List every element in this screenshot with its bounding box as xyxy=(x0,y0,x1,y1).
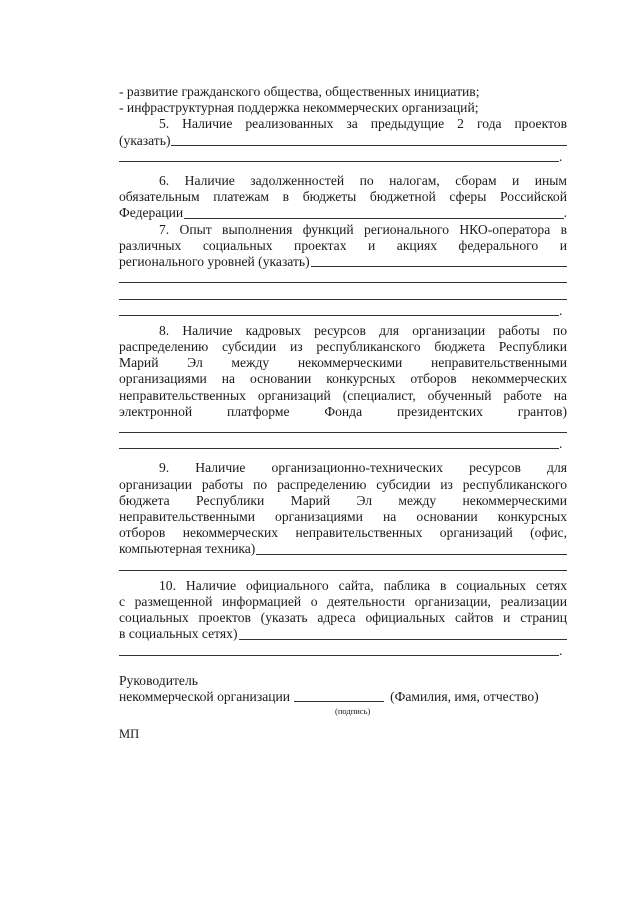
item-8-line-2: распределению субсидии из республиканского бюджета Республики xyxy=(119,338,567,354)
item-8-line-4: организациями на основании конкурсных отборов некоммерческих xyxy=(119,371,567,387)
item-8-line-6: электронной платформе Фонда президентских грантов) xyxy=(119,403,567,419)
item-7-field[interactable] xyxy=(119,254,567,270)
item-7-end-dot: . xyxy=(559,302,563,318)
item-9-field[interactable] xyxy=(119,541,567,557)
item-9-line-4: неправительственными организациями на основании конкурсных xyxy=(119,508,567,524)
item-9-label: компьютерная техника) xyxy=(119,541,256,557)
item-8-line-3: Марий Эл между некоммерческими неправительственными xyxy=(119,355,567,371)
signature-name-label: (Фамилия, имя, отчество) xyxy=(390,688,539,704)
item-9-line-5: отборов некоммерческих неправительственных организаций (офис, xyxy=(119,525,567,541)
item-5-label: (указать) xyxy=(119,132,171,148)
item-5-blank-line[interactable] xyxy=(119,149,567,165)
item-10-blank-line[interactable] xyxy=(119,643,567,659)
item-5-blank[interactable] xyxy=(171,144,567,146)
item-10-blank[interactable] xyxy=(239,638,567,640)
item-10-end-dot: . xyxy=(559,642,563,658)
item-9-blank-line[interactable] xyxy=(119,558,567,574)
form-body xyxy=(119,84,567,742)
item-10-line-1: 10. Наличие официального сайта, паблика в социальных сетях xyxy=(159,577,567,593)
bullet-infrastructure: - инфраструктурная поддержка некоммерческих организаций; xyxy=(119,100,479,116)
item-8-line-5: неправительственных организаций (специалист, обученный работе на xyxy=(119,387,567,403)
item-6-line-2: обязательным платежам в бюджеты бюджетной сферы Российской xyxy=(119,189,567,205)
item-5-field[interactable] xyxy=(119,133,567,149)
item-8-end-dot: . xyxy=(559,436,563,452)
item-9-line-1: 9. Наличие организационно-технических ресурсов для xyxy=(159,460,567,476)
signature-field[interactable] xyxy=(294,701,384,702)
item-10-label: в социальных сетях) xyxy=(119,626,238,642)
item-5-end-dot: . xyxy=(559,148,563,164)
item-8-blank-line-2[interactable] xyxy=(119,436,567,452)
item-6-end-dot: . xyxy=(563,205,567,221)
item-7-label: регионального уровней (указать) xyxy=(119,254,310,270)
item-6-label: Федерации xyxy=(119,205,184,221)
item-10-line-3: социальных проектов (указать адреса официальных сайтов и страниц xyxy=(119,610,567,626)
item-9-line-3: бюджета Республики Марий Эл между некоммерческими xyxy=(119,492,567,508)
item-9-line-2: организации работы по распределению субсидии из республиканского xyxy=(119,476,567,492)
item-5-line-1: 5. Наличие реализованных за предыдущие 2 года проектов xyxy=(159,116,567,132)
signature-caption: (подпись) xyxy=(335,706,371,717)
seal-mark: МП xyxy=(119,727,140,742)
item-8-line-1: 8. Наличие кадровых ресурсов для организации работы по xyxy=(159,322,567,338)
item-7-line-1: 7. Опыт выполнения функций регионального НКО-оператора в xyxy=(159,221,567,237)
bullet-civil-society: - развитие гражданского общества, общественных инициатив; xyxy=(119,84,480,99)
signature-title: Руководитель xyxy=(119,672,198,688)
item-7-blank-line-1[interactable] xyxy=(119,270,567,286)
item-10-line-2: с размещенной информацией о деятельности организации, реализации xyxy=(119,593,567,609)
item-7-blank[interactable] xyxy=(311,265,567,267)
item-8-blank-line-1[interactable] xyxy=(119,420,567,436)
item-10-field[interactable] xyxy=(119,626,567,642)
item-6-blank[interactable] xyxy=(184,217,563,219)
item-7-blank-line-2[interactable] xyxy=(119,286,567,302)
item-7-line-2: различных социальных проектах и акциях федерального и xyxy=(119,237,567,253)
signature-org-label: некоммерческой организации xyxy=(119,688,291,704)
item-7-blank-line-3[interactable] xyxy=(119,303,567,319)
item-9-blank[interactable] xyxy=(256,553,567,555)
item-6-field[interactable] xyxy=(119,205,567,221)
item-6-line-1: 6. Наличие задолженностей по налогам, сборам и иным xyxy=(159,173,567,188)
signature-row xyxy=(119,689,567,705)
